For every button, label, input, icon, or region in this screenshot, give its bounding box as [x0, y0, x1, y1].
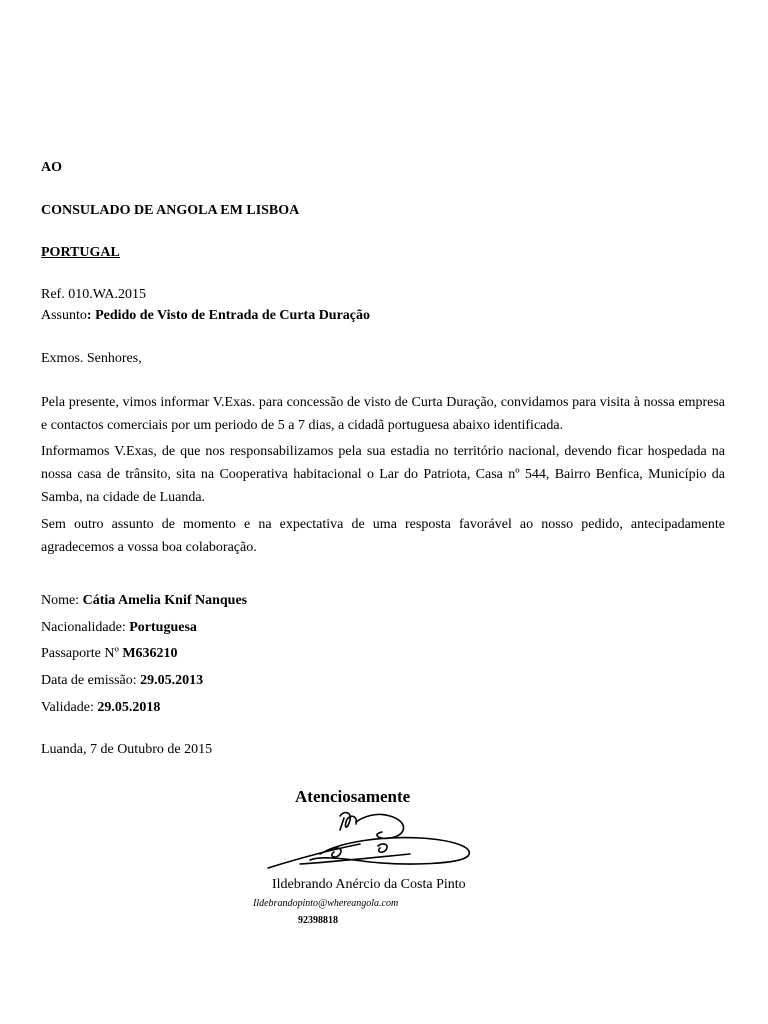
- body-paragraph-1: Pela presente, vimos informar V.Exas. para concessão de visto de Curta Duração, convidamos para visita à nossa empresa e contactos comerciais por um periodo de 5 a 7 dias, a cidadã portuguesa abaixo identificada.: [41, 395, 725, 433]
- id-nationality-value: Portuguesa: [129, 620, 197, 635]
- id-issue-value: 29.05.2013: [140, 673, 204, 688]
- body-paragraph-2: Informamos V.Exas, de que nos responsabilizamos pela sua estadia no território nacional, devendo ficar hospedada na nossa casa de trânsito, sita na Cooperativa habitacional o Lar do Patriota, Casa nº 544, Bairro Benfica, Município da Samba, na cidade de Luanda.: [41, 444, 725, 505]
- place-date: Luanda, 7 de Outubro de 2015: [41, 742, 213, 757]
- id-nationality: [41, 620, 197, 637]
- recipient-line-2: CONSULADO DE ANGOLA EM LISBOA: [41, 203, 300, 218]
- recipient-line-3: PORTUGAL: [41, 245, 120, 260]
- signatory-name: Ildebrando Anércio da Costa Pinto: [272, 877, 466, 892]
- id-name-label: Nome:: [41, 593, 83, 608]
- greeting: Exmos. Senhores,: [41, 351, 142, 366]
- body-paragraph-3: Sem outro assunto de momento e na expectativa de uma resposta favorável ao nosso pedido, antecipadamente agradecemos a vossa boa colaboração.: [41, 517, 725, 555]
- subject-label: Assunto: [41, 308, 87, 323]
- id-passport-value: M636210: [122, 646, 178, 661]
- signature-image: [260, 806, 480, 874]
- id-validity-value: 29.05.2018: [97, 700, 161, 715]
- id-nationality-label: Nacionalidade:: [41, 620, 130, 635]
- id-validity-label: Validade:: [41, 700, 98, 715]
- id-issue-date: [41, 673, 203, 690]
- id-name-value: Cátia Amelia Knif Nanques: [82, 593, 248, 608]
- subject-line: [41, 308, 370, 325]
- id-name: [41, 593, 247, 610]
- id-passport: [41, 646, 178, 663]
- signatory-email: Ildebrandopinto@whereangola.com: [253, 898, 399, 909]
- id-issue-label: Data de emissão:: [41, 673, 141, 688]
- id-passport-label: Passaporte Nº: [41, 646, 123, 661]
- signatory-phone: 92398818: [298, 915, 338, 926]
- closing: Atenciosamente: [295, 787, 411, 806]
- id-validity: [41, 700, 160, 717]
- reference: Ref. 010.WA.2015: [41, 287, 146, 302]
- subject-value: : Pedido de Visto de Entrada de Curta Duração: [86, 308, 371, 323]
- recipient-line-1: AO: [41, 160, 62, 175]
